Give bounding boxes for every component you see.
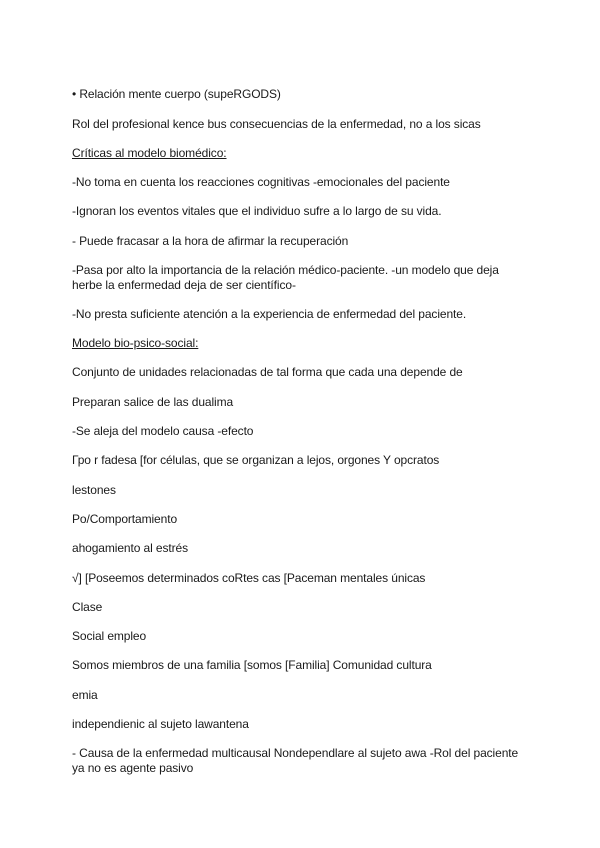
text-line-poseemos: √] [Poseemos determinados coRtes cas [Paceman mentales únicas xyxy=(72,571,426,585)
text-line-independienic: independienic al sujeto lawantena xyxy=(72,717,249,731)
text-line-estres: ahogamiento al estrés xyxy=(72,541,188,555)
heading-modelo-bio-psico-social: Modelo bio-psico-social: xyxy=(72,336,199,350)
text-line-multicausal: - Causa de la enfermedad multicausal Nondependlare al sujeto awa -Rol del paciente ya no es agente pasivo xyxy=(72,746,519,775)
list-item-recovery: - Puede fracasar a la hora de afirmar la recuperación xyxy=(72,234,349,248)
list-item-doctor-patient: -Pasa por alto la importancia de la relación médico-paciente. -un modelo que deja herbe la enfermedad deja de ser científico- xyxy=(72,263,499,292)
list-item-vital-events: -Ignoran los eventos vitales que el individuo sufre a lo largo de su vida. xyxy=(72,204,442,218)
heading-criticas-modelo-biomedico: Críticas al modelo biomédico: xyxy=(72,146,227,160)
text-line-professional-role: Rol del profesional kence bus consecuencias de la enfermedad, no a los sicas xyxy=(72,117,481,131)
list-item-patient-experience: -No presta suficiente atención a la experiencia de enfermedad del paciente. xyxy=(72,307,467,321)
text-line-clase: Clase xyxy=(72,600,103,614)
text-line-celulas: Гро r fadesa [for células, que se organizan a lejos, orgones Y opcratos xyxy=(72,453,440,467)
text-line-emia: emia xyxy=(72,688,98,702)
text-line-preparan: Preparan salice de las dualima xyxy=(72,395,234,409)
bullet-heading-mind-body: • Relación mente cuerpo (supeRGODS) xyxy=(72,87,281,101)
text-line-social-empleo: Social empleo xyxy=(72,629,147,643)
text-line-comportamiento: Po/Comportamiento xyxy=(72,512,178,526)
text-line-lestones: lestones xyxy=(72,483,116,497)
text-line-conjunto: Conjunto de unidades relacionadas de tal forma que cada una depende de xyxy=(72,365,463,379)
list-item-cognitive-reactions: -No toma en cuenta los reacciones cognitivas -emocionales del paciente xyxy=(72,175,450,189)
text-line-familia: Somos miembros de una familia [somos [Familia] Comunidad cultura xyxy=(72,658,432,672)
text-line-causa-efecto: -Se aleja del modelo causa -efecto xyxy=(72,424,254,438)
